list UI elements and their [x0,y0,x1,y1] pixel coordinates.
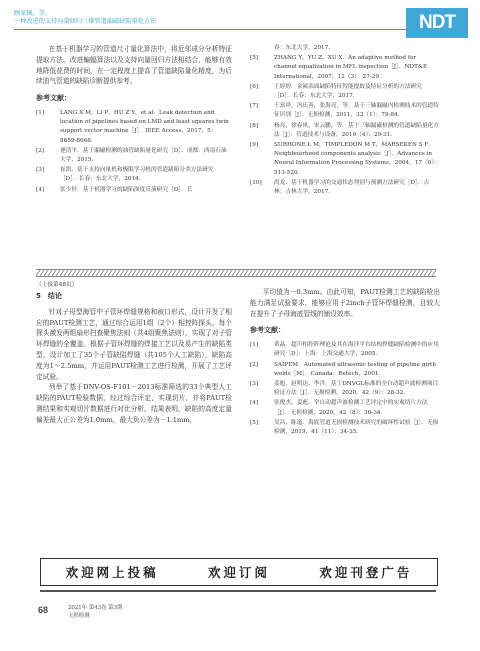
reference-text: 崔凯．基于支持向量机和极限学习机的管道缺陷分类方法研究［D］．长春：东北大学，2014． [60,167,214,183]
left-column-bottom [36,291,232,426]
reference-list [250,44,440,197]
reference-text: SAIPEM．Automated ultrasonic testing of pipeline girth welds［M］．Canada：Retech，2001． [274,361,436,377]
reference-item [36,186,232,195]
divider-pattern [36,270,436,276]
reference-number: [1] [36,109,45,116]
reference-item [250,380,440,398]
promo-banner [40,558,438,586]
reference-text: SURHONE L M，TIMPLEDON M T，MARSEKEN S F．Neighbourhood components analysis［J］．Advances in Neural Information Processing Systems，2004，17（6）：513-520． [274,142,440,176]
right-column-bottom [250,287,440,438]
left-column-top [36,44,232,196]
reference-text: 张俊杰，姜彪．全自动超声波检测工艺评定中的实观切片方法［J］．无损检测，2020，42（8）：30-34． [274,400,428,416]
footer-rule [40,590,436,592]
footer-issue: 2021年 第43卷 第3期 [68,605,123,611]
reference-text: 吴昌，陈迤．海底管道无损检测技术研究的破坏性试验［J］．无损检测，2019，41（11）：34-35． [274,419,439,436]
right-column-top [250,44,440,198]
running-header [14,10,314,26]
reference-number: [5] [250,55,259,62]
reference-number: [2] [36,147,45,154]
reference-text: 王婷婷．金属表面缺陷特征智能提取及特征分析的方法研究［D］．长春：东北大学，2017． [274,83,422,100]
reference-number: [10] [250,179,262,186]
reference-item [250,83,440,101]
references-heading: 参考文献： [250,326,285,335]
reference-number: [1] [250,342,259,349]
reference-number: [3] [36,167,45,174]
reference-item [250,141,440,178]
reference-number: [5] [250,419,259,426]
body-paragraph: 针对子母型海管中子管环焊缝规格和被口形式，设计开发了相应的PAUT检测工艺，通过综合运用1组（2个）相控阵探头，每个探头激发两组扇形扫查聚焦法则（共4组聚焦法则），实现了对子管环焊缝的全覆盖。根据子管环焊缝的焊接工艺以及易产生的缺陷类型，设计加工了35个子管缺陷焊缝（共105个人工缺陷），缺陷高度为1～2.5mm，并运用PAUT检测工艺进行检测，开展了工艺评定试验。 [36,307,232,381]
reference-text: 杨亮，徐春风，宋云鹏，等．基于三轴漏磁检测的管道缺陷量化方法［J］．管道技术与设备，2019（4）：29-31． [274,122,439,138]
reference-text: 尚龙．基于机器学习的交通状态判别与预测方法研究［D］．吉林：吉林大学，2017． [274,179,430,196]
reference-number: [4] [250,400,259,407]
continuation-note: （上接第48页） [36,282,78,288]
reference-list [250,341,440,437]
reference-item [250,44,440,53]
reference-text: 张少轩．基于机器学习的缺陷深度反演研究［D］．长 [60,186,193,193]
header-title: 一种改进的支持向量回归三维管道漏磁缺陷量化方法 [14,18,157,25]
body-paragraph: 列举了基于DNV-OS-F101－2013标准筛选的33个典型人工缺陷的PAUT检验数据，经过综合评定，实现切片，并将PAUT检测结果和实观切片数据进行对比分析，结果表明，缺陷的高度定量偏差最大正公差为1.0mm，最大负公差为－1.1mm， [36,383,232,424]
reference-item [250,179,440,197]
reference-item [250,399,440,417]
body-paragraph: 在基于机器学习的管道尺寸量化算法中，将近邻成分分析特征提取方法、改进蝙蝠算法以及支持向量回归方法相结合，能够有效地降低花费的时间，在一定程度上提高了管道缺陷量化精度，为后续油气管道的缺陷诊断提供参考。 [36,45,232,86]
reference-number: [3] [250,381,259,387]
reference-item [250,341,440,359]
references-heading: 参考文献： [36,94,71,103]
reference-item [250,361,440,379]
conclusion-heading: 5 结论 [36,292,62,300]
reference-number: [8] [250,122,259,129]
reference-text: ZHANG Y，YU Z，XU X．An adaptive method for channel equalization in MFL inspection［J］．NDT&E International，2007，12（3）：27-29． [274,55,428,80]
reference-number: [2] [250,361,259,368]
reference-list [36,109,232,195]
reference-text: 姜彪，赵明达，李洋．基于DNVGL标准的全自动超声波检测项目验证方法［J］．无损检测，2020，42（9）：28-32． [274,381,439,397]
reference-item [250,102,440,120]
reference-text: 春：东北大学，2017． [274,45,334,51]
page-number: 68 [38,605,49,615]
reference-text: LANG X M，LI P，HU Z Y，et al．Leak detection and location of pipelines based on LMD and least squares twin support vector machine［J］．IEEE Access，2017，5：8659-8668． [60,109,229,144]
footer-info [68,604,122,620]
reference-item [36,147,232,165]
reference-text: 逄清平．基于漏磁检测的油管缺陷量化研究［D］．成都：西南石油大学，2015． [60,147,227,163]
reference-item [250,54,440,82]
reference-number: [6] [250,83,259,90]
banner-subscribe: 欢迎订阅 [207,565,270,580]
reference-item [250,122,440,140]
reference-text: 黄晶．超声相控阵理论及其在海洋平台结构焊缝缺陷检测中的应用研究［D］．上海：上海交通大学，2005． [274,342,439,358]
banner-advertise: 欢迎刊登广告 [319,565,413,580]
reference-item [250,419,440,437]
reference-item [36,166,232,184]
logo-text: NDT [418,12,456,33]
footer-journal: 无损检测 [68,613,90,619]
banner-submit: 欢迎网上投稿 [65,565,159,580]
journal-logo [406,8,468,38]
reference-number [250,44,274,53]
section-divider [36,269,436,277]
header-rule [14,29,406,30]
reference-number: [9] [250,142,259,149]
reference-number: [4] [36,186,45,193]
body-paragraph: 平均值为－0.3mm。由此可知，PAUT检测工艺的缺陷检出能力满足试验要求，能够应用于2inch子管环焊缝检测，且较大在提升了子母海底管线的铺设效率。 [250,288,440,318]
reference-number: [7] [250,103,259,110]
reference-item [36,109,232,146]
header-authors: 顾家铖，等。 [14,10,52,17]
reference-text: 王富祥，冯庆善，张海亮，等．基于三轴漏磁内检测技术的管道特征识别［J］．无损检测，2011，33（1）：79-84． [274,103,439,119]
